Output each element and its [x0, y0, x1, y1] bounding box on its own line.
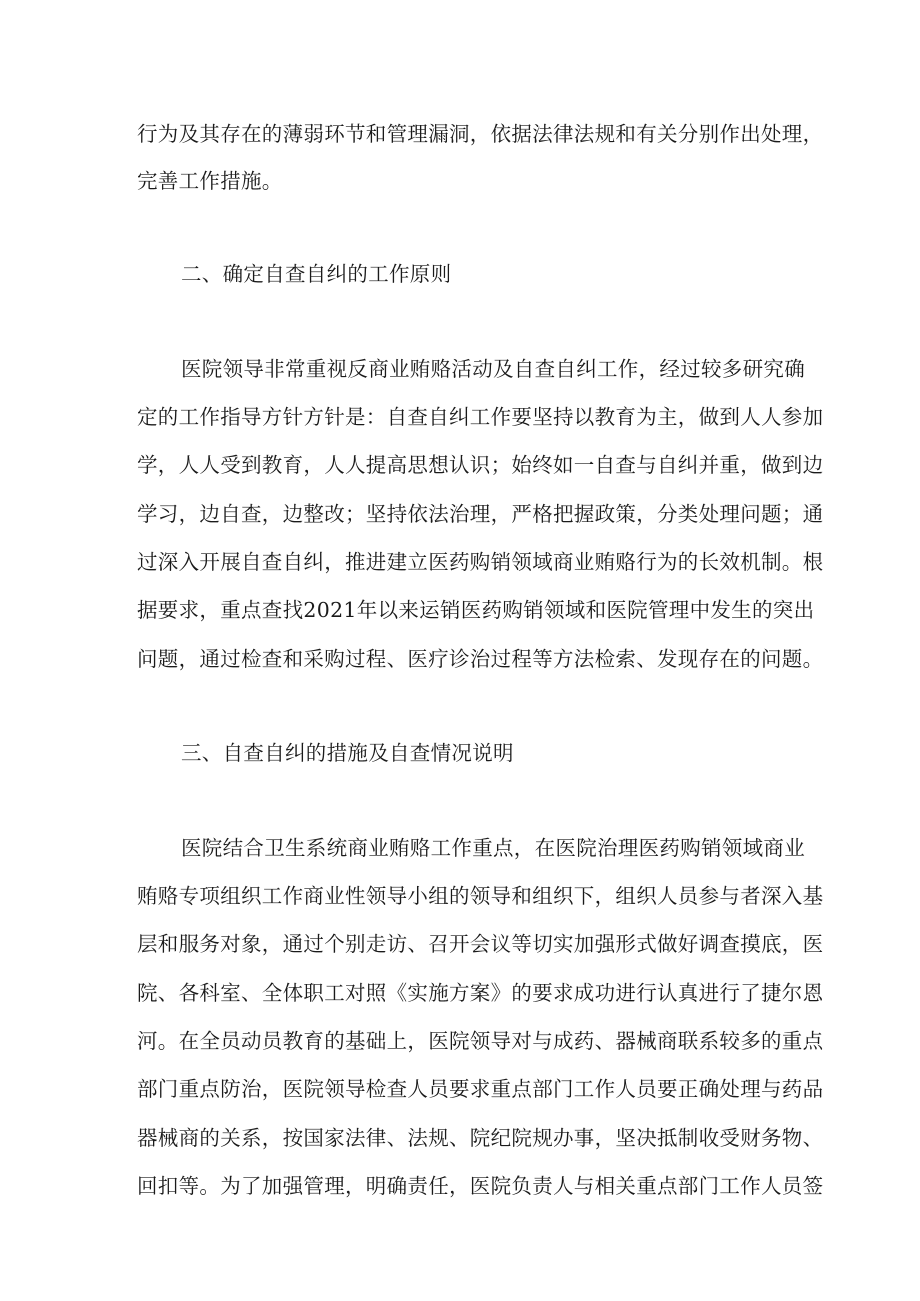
- paragraph-line: 问题，通过检查和采购过程、医疗诊治过程等方法检索、发现存在的问题。: [137, 647, 824, 671]
- paragraph-line: 医院结合卫生系统商业贿赂工作重点，在医院治理医药购销领域商业: [181, 836, 805, 860]
- paragraph-line: 院、各科室、全体职工对照《实施方案》的要求成功进行认真进行了捷尔恩: [137, 981, 824, 1005]
- paragraph-line: 贿赂专项组织工作商业性领导小组的领导和组织下，组织人员参与者深入基: [137, 884, 824, 908]
- paragraph-line: 定的工作指导方针方针是：自查自纠工作要坚持以教育为主，做到人人参加: [137, 405, 824, 429]
- paragraph-line: 部门重点防治，医院领导检查人员要求重点部门工作人员要正确处理与药品: [137, 1077, 824, 1101]
- paragraph-line: 行为及其存在的薄弱环节和管理漏洞，依据法律法规和有关分别作出处理，: [137, 122, 824, 146]
- section-heading: 三、自查自纠的措施及自查情况说明: [181, 741, 514, 765]
- paragraph-line: 河。在全员动员教育的基础上，医院领导对与成药、器械商联系较多的重点: [137, 1029, 824, 1053]
- paragraph-line: 过深入开展自查自纠，推进建立医药购销领域商业贿赂行为的长效机制。根: [137, 550, 824, 574]
- paragraph-line: 学习，边自查，边整改；坚持依法治理，严格把握政策，分类处理问题；通: [137, 502, 824, 526]
- paragraph-line: 层和服务对象，通过个别走访、召开会议等切实加强形式做好调查摸底，医: [137, 932, 824, 956]
- paragraph-line: 据要求，重点查找2021年以来运销医药购销领域和医院管理中发生的突出: [137, 598, 815, 622]
- paragraph-line: 回扣等。为了加强管理，明确责任，医院负责人与相关重点部门工作人员签: [137, 1174, 824, 1198]
- paragraph-line: 完善工作措施。: [137, 169, 283, 193]
- paragraph-line: 器械商的关系，按国家法律、法规、院纪院规办事，坚决抵制收受财务物、: [137, 1126, 824, 1150]
- section-heading: 二、确定自查自纠的工作原则: [181, 262, 452, 286]
- paragraph-line: 医院领导非常重视反商业贿赂活动及自查自纠工作，经过较多研究确: [181, 357, 805, 381]
- paragraph-line: 学，人人受到教育，人人提高思想认识；始终如一自查与自纠并重，做到边: [137, 453, 824, 477]
